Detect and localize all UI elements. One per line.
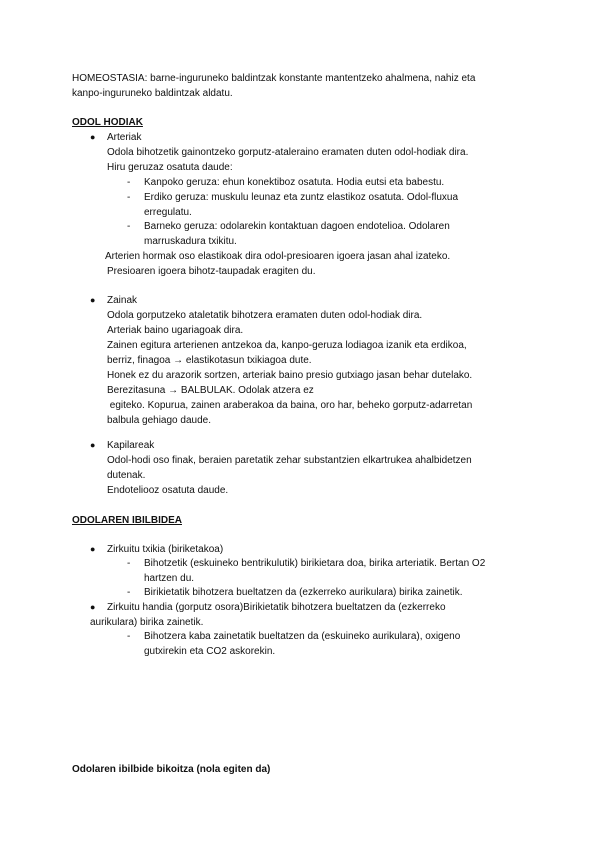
zirkuitu-txikia-label: Zirkuitu txikia (biriketakoa) bbox=[107, 544, 224, 555]
zainak-line: balbula gehiago daude. bbox=[107, 415, 211, 426]
dash-icon: - bbox=[127, 177, 131, 188]
zirkuitu-txikia-title bbox=[107, 542, 527, 557]
bullet-icon: ● bbox=[90, 132, 96, 142]
zirkuitu-handia-continuation bbox=[90, 615, 510, 630]
zirkuitu-handia-title bbox=[107, 600, 527, 615]
homeostasia-paragraph bbox=[72, 71, 532, 101]
layer-line: marruskadura txikitu. bbox=[144, 236, 237, 247]
zainak-title: Zainak bbox=[107, 295, 138, 306]
bullet-icon: ● bbox=[90, 544, 96, 554]
dash-icon: - bbox=[127, 221, 131, 232]
section-heading-ibilbide-bikoitza: Odolaren ibilbide bikoitza (nola egiten da) bbox=[72, 764, 271, 775]
txikia-item bbox=[144, 585, 524, 600]
arteriak-after-line: Arterien hormak oso elastikoak dira odol-presioaren igoera jasan ahal izateko. bbox=[105, 251, 451, 262]
intro-line: kanpo-inguruneko baldintzak aldatu. bbox=[72, 88, 233, 99]
dash-icon: - bbox=[127, 631, 131, 642]
kapilareak-title: Kapilareak bbox=[107, 440, 155, 451]
zirkuitu-handia-label: aurikulara) birika zainetik. bbox=[90, 617, 204, 628]
handia-line: gutxirekin eta CO2 askorekin. bbox=[144, 646, 276, 657]
handia-line: Bihotzera kaba zainetatik bueltatzen da (eskuineko aurikulara), oxigeno bbox=[144, 631, 461, 642]
layer-line: Erdiko geruza: muskulu leunaz eta zuntz elastikoz osatuta. Odol-fluxua bbox=[144, 192, 459, 203]
arteriak-line: Hiru geruzaz osatuta daude: bbox=[107, 162, 233, 173]
layer-kanpoko bbox=[144, 175, 524, 190]
zainak-item bbox=[107, 293, 527, 428]
dash-icon: - bbox=[127, 558, 131, 569]
kapilareak-line: Endoteliooz osatuta daude. bbox=[107, 485, 229, 496]
zainak-line: Berezitasuna → BALBULAK. Odolak atzera ez bbox=[107, 385, 314, 396]
arteriak-after-line: Presioaren igoera bihotz-taupadak eragiten du. bbox=[107, 266, 316, 277]
zainak-line: Zainen egitura arterienen antzekoa da, kanpo-geruza lodiagoa izanik eta erdikoa, bbox=[107, 340, 467, 351]
zirkuitu-handia-label: Zirkuitu handia (gorputz osora)Birikietatik bihotzera bueltatzen da (ezkerreko bbox=[107, 602, 446, 613]
arteriak-title: Arteriak bbox=[107, 132, 142, 143]
layer-barneko bbox=[144, 219, 524, 249]
kapilareak-line: dutenak. bbox=[107, 470, 146, 481]
layer-line: erregulatu. bbox=[144, 207, 192, 218]
intro-line: HOMEOSTASIA: barne-inguruneko baldintzak konstante mantentzeko ahalmena, nahiz eta bbox=[72, 73, 476, 84]
txikia-line: Bihotzetik (eskuineko bentrikulutik) birikietara doa, birika arteriatik. Bertan O2 bbox=[144, 558, 486, 569]
bullet-icon: ● bbox=[90, 440, 96, 450]
layer-erdiko bbox=[144, 190, 524, 220]
handia-item bbox=[144, 629, 524, 659]
layer-line: Kanpoko geruza: ehun konektiboz osatuta. Hodia eutsi eta babestu. bbox=[144, 177, 445, 188]
zainak-line: Honek ez du arazorik sortzen, arteriak baino presio gutxiago jasan behar dutelako. bbox=[107, 370, 473, 381]
dash-icon: - bbox=[127, 587, 131, 598]
layer-line: Barneko geruza: odolarekin kontaktuan dagoen endotelioa. Odolaren bbox=[144, 221, 450, 232]
dash-icon: - bbox=[127, 192, 131, 203]
arteriak-line: Odola bihotzetik gainontzeko gorputz-ataleraino eramaten duten odol-hodiak dira. bbox=[107, 147, 469, 158]
bullet-icon: ● bbox=[90, 295, 96, 305]
section-heading-odolaren-ibilbidea: ODOLAREN IBILBIDEA bbox=[72, 515, 182, 526]
arteriak-after bbox=[105, 249, 525, 279]
zainak-line: Arteriak baino ugariagoak dira. bbox=[107, 325, 244, 336]
kapilareak-line: Odol-hodi oso finak, beraien paretatik zehar substantzien elkartrukea ahalbidetzen bbox=[107, 455, 472, 466]
zainak-line: egiteko. Kopurua, zainen araberakoa da baina, oro har, beheko gorputz-adarretan bbox=[107, 400, 473, 411]
arteriak-item bbox=[107, 130, 527, 175]
kapilareak-item bbox=[107, 438, 527, 498]
zainak-line: Odola gorputzeko ataletatik bihotzera eramaten duten odol-hodiak dira. bbox=[107, 310, 423, 321]
zainak-line: berriz, finagoa → elastikotasun txikiagoa dute. bbox=[107, 355, 312, 366]
section-heading-odol-hodiak: ODOL HODIAK bbox=[72, 117, 143, 128]
txikia-item bbox=[144, 556, 524, 586]
txikia-line: Birikietatik bihotzera bueltatzen da (ezkerreko aurikulara) birika zainetik. bbox=[144, 587, 463, 598]
bullet-icon: ● bbox=[90, 602, 96, 612]
txikia-line: hartzen du. bbox=[144, 573, 195, 584]
